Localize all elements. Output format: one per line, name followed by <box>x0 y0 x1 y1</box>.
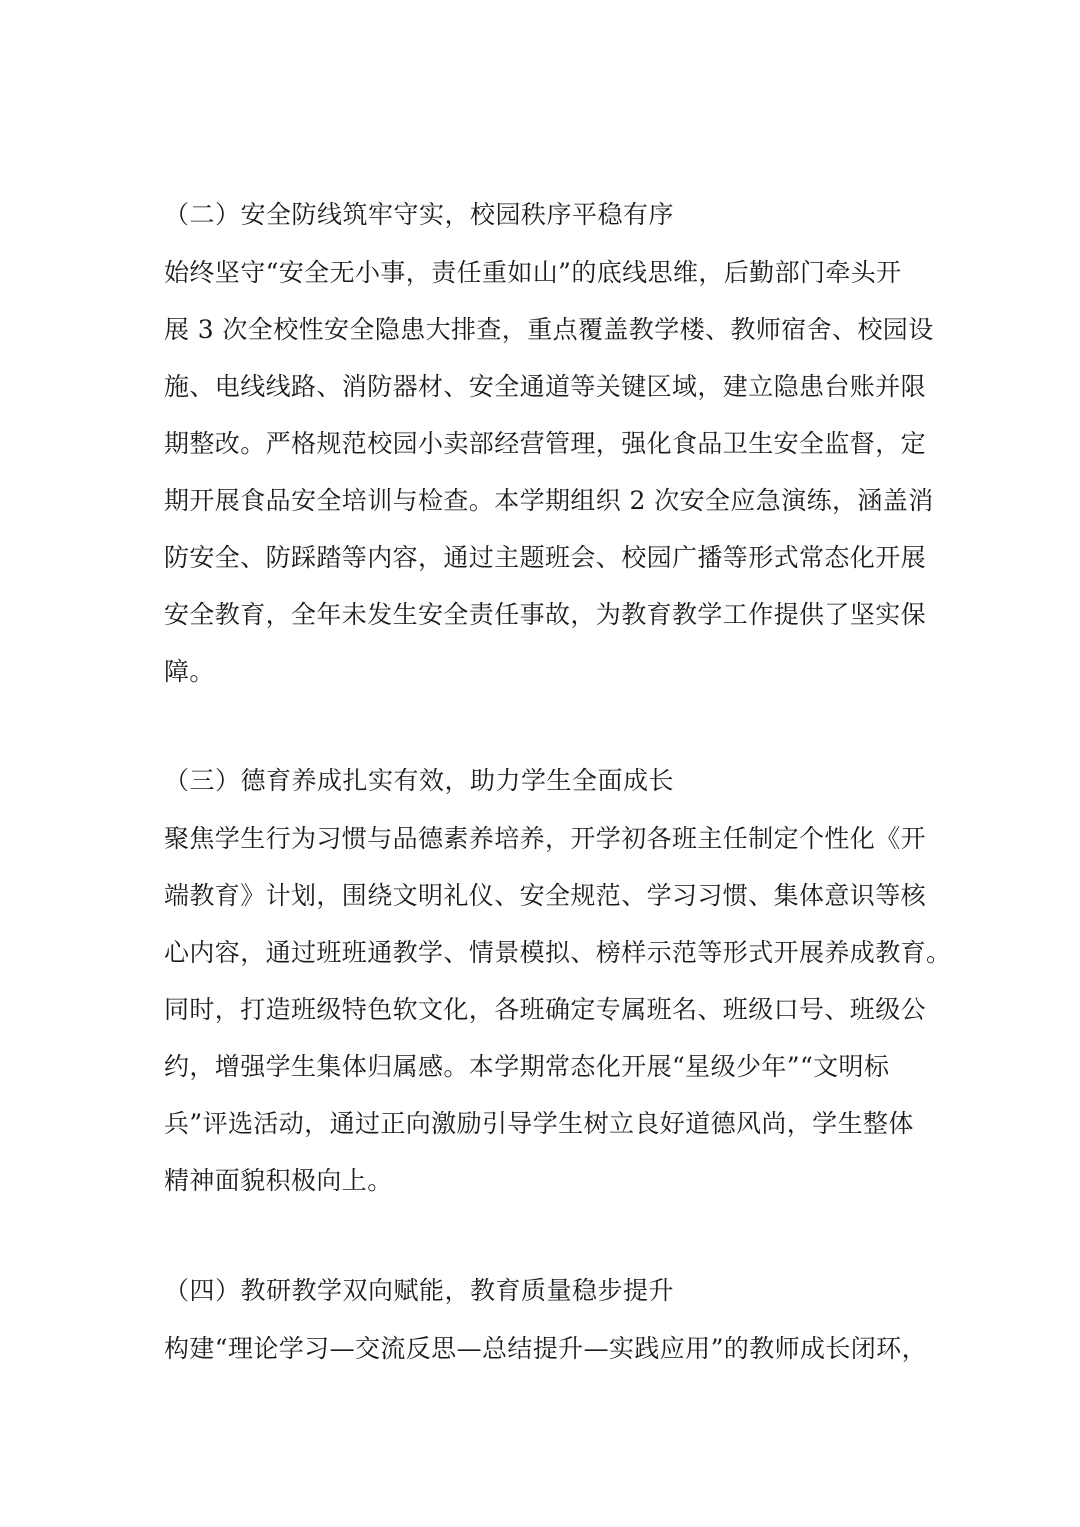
paragraph-line: 端教育》计划，围绕文明礼仪、安全规范、学习习惯、集体意识等核 <box>164 881 927 910</box>
paragraph-line: 期开展食品安全培训与检查。本学期组织 2 次安全应急演练，涵盖消 <box>164 486 934 515</box>
paragraph-line: 约，增强学生集体归属感。本学期常态化开展“星级少年”“文明标 <box>164 1052 890 1081</box>
paragraph-line: 聚焦学生行为习惯与品德素养培养，开学初各班主任制定个性化《开 <box>164 824 927 853</box>
paragraph-line: 同时，打造班级特色软文化，各班确定专属班名、班级口号、班级公 <box>164 995 927 1024</box>
paragraph-line: 展 3 次全校性安全隐患大排查，重点覆盖教学楼、教师宿舍、校园设 <box>164 315 934 344</box>
paragraph-line: 障。 <box>164 657 215 686</box>
section-safety <box>164 186 934 700</box>
paragraph-line: 始终坚守“安全无小事，责任重如山”的底线思维，后勤部门牵头开 <box>164 258 902 287</box>
paragraph-line: 精神面貌积极向上。 <box>164 1166 393 1195</box>
paragraph-line: 施、电线线路、消防器材、安全通道等关键区域，建立隐患台账并限 <box>164 372 927 401</box>
section-moral-education <box>164 752 952 1209</box>
paragraph-line: 心内容，通过班班通教学、情景模拟、榜样示范等形式开展养成教育。 <box>164 938 952 967</box>
paragraph-line: 兵”评选活动，通过正向激励引导学生树立良好道德风尚，学生整体 <box>164 1109 914 1138</box>
paragraph-line: 安全教育，全年未发生安全责任事故，为教育教学工作提供了坚实保 <box>164 600 927 629</box>
section-heading: （二）安全防线筑牢守实，校园秩序平稳有序 <box>164 200 675 229</box>
section-teaching-research <box>164 1262 927 1377</box>
paragraph-line: 构建“理论学习—交流反思—总结提升—实践应用”的教师成长闭环， <box>164 1334 927 1363</box>
paragraph-line: 防安全、防踩踏等内容，通过主题班会、校园广播等形式常态化开展 <box>164 543 927 572</box>
section-heading: （四）教研教学双向赋能，教育质量稳步提升 <box>164 1276 675 1305</box>
paragraph-line: 期整改。严格规范校园小卖部经营管理，强化食品卫生安全监督，定 <box>164 429 927 458</box>
section-heading: （三）德育养成扎实有效，助力学生全面成长 <box>164 766 675 795</box>
